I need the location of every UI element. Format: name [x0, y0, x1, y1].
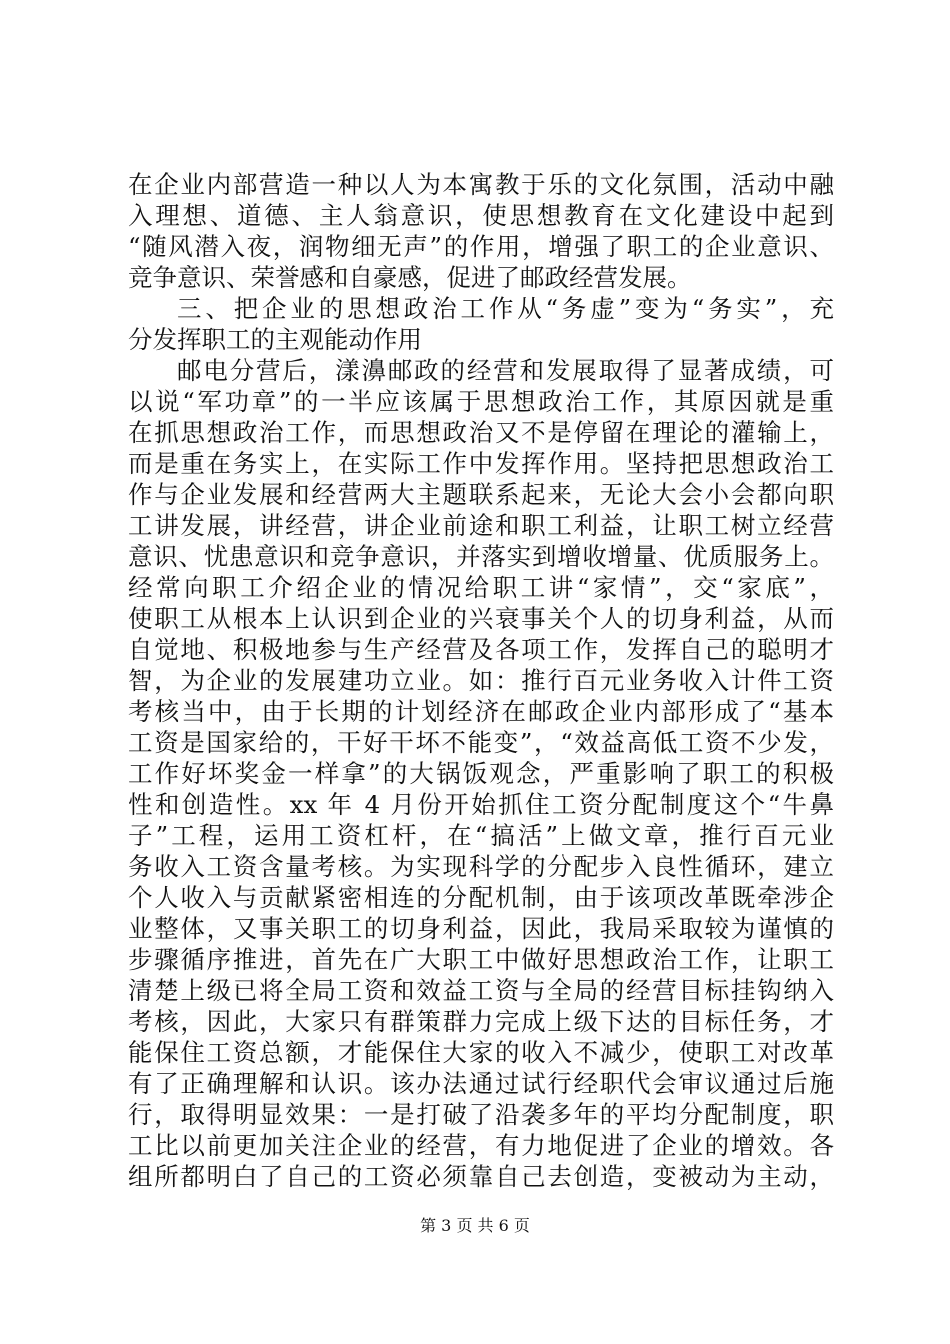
- text-line: 业整体，又事关职工的切身利益，因此，我局采取较为谨慎的: [128, 914, 834, 943]
- text-line: 考核，因此，大家只有群策群力完成上级下达的目标任务，才: [128, 1007, 834, 1036]
- text-line: 邮电分营后，漾濞邮政的经营和发展取得了显著成绩，可: [177, 356, 834, 385]
- text-line: 工讲发展，讲经营，讲企业前途和职工利益，让职工树立经营: [128, 511, 834, 540]
- text-line: 以说“军功章”的一半应该属于思想政治工作，其原因就是重: [128, 387, 834, 416]
- text-line: 作与企业发展和经营两大主题联系起来，无论大会小会都向职: [128, 480, 834, 509]
- body-text: [128, 169, 834, 1192]
- text-line: 能保住工资总额，才能保住大家的收入不减少，使职工对改革: [128, 1038, 834, 1067]
- text-line: 意识、忧患意识和竞争意识，并落实到增收增量、优质服务上。: [128, 542, 834, 571]
- text-line: 个人收入与贡献紧密相连的分配机制，由于该项改革既牵涉企: [128, 883, 834, 912]
- text-line: 经常向职工介绍企业的情况给职工讲“家情”，交“家底”，: [128, 573, 834, 602]
- text-line: 清楚上级已将全局工资和效益工资与全局的经营目标挂钩纳入: [128, 976, 834, 1005]
- text-line: 自觉地、积极地参与生产经营及各项工作，发挥自己的聪明才: [128, 635, 834, 664]
- text-line: 工作好坏奖金一样拿”的大锅饭观念，严重影响了职工的积极: [128, 759, 834, 788]
- text-line: 考核当中，由于长期的计划经济在邮政企业内部形成了“基本: [128, 697, 834, 726]
- text-line: 在企业内部营造一种以人为本寓教于乐的文化氛围，活动中融: [128, 170, 834, 199]
- text-line: 工资是国家给的，干好干坏不能变”，“效益高低工资不少发，: [128, 728, 834, 757]
- text-line: 在抓思想政治工作，而思想政治又不是停留在理论的灌输上，: [128, 418, 834, 447]
- page-footer: 第 3 页 共 6 页: [420, 1216, 530, 1235]
- text-line: 使职工从根本上认识到企业的兴衰事关个人的切身利益，从而: [128, 604, 834, 633]
- text-line: 子”工程，运用工资杠杆，在“搞活”上做文章，推行百元业: [128, 821, 834, 850]
- text-line: 有了正确理解和认识。该办法通过试行经职代会审议通过后施: [128, 1069, 834, 1098]
- text-line: 入理想、道德、主人翁意识，使思想教育在文化建设中起到: [128, 201, 834, 230]
- text-line: 务收入工资含量考核。为实现科学的分配步入良性循环，建立: [128, 852, 834, 881]
- text-line: 性和创造性。xx 年 4 月份开始抓住工资分配制度这个“牛鼻: [128, 790, 834, 819]
- text-line: 三、把企业的思想政治工作从“务虚”变为“务实”，充: [177, 294, 834, 323]
- text-line: 竞争意识、荣誉感和自豪感，促进了邮政经营发展。: [128, 263, 692, 292]
- text-line: 而是重在务实上，在实际工作中发挥作用。坚持把思想政治工: [128, 449, 834, 478]
- text-line: 行，取得明显效果：一是打破了沿袭多年的平均分配制度，职: [128, 1100, 834, 1129]
- text-line: 分发挥职工的主观能动作用: [128, 325, 422, 354]
- text-line: “随风潜入夜，润物细无声”的作用，增强了职工的企业意识、: [128, 232, 834, 261]
- text-line: 智，为企业的发展建功立业。如：推行百元业务收入计件工资: [128, 666, 834, 695]
- text-line: 工比以前更加关注企业的经营，有力地促进了企业的增效。各: [128, 1131, 834, 1160]
- text-line: 组所都明白了自己的工资必须靠自己去创造，变被动为主动，: [128, 1162, 834, 1191]
- text-line: 步骤循序推进，首先在广大职工中做好思想政治工作，让职工: [128, 945, 834, 974]
